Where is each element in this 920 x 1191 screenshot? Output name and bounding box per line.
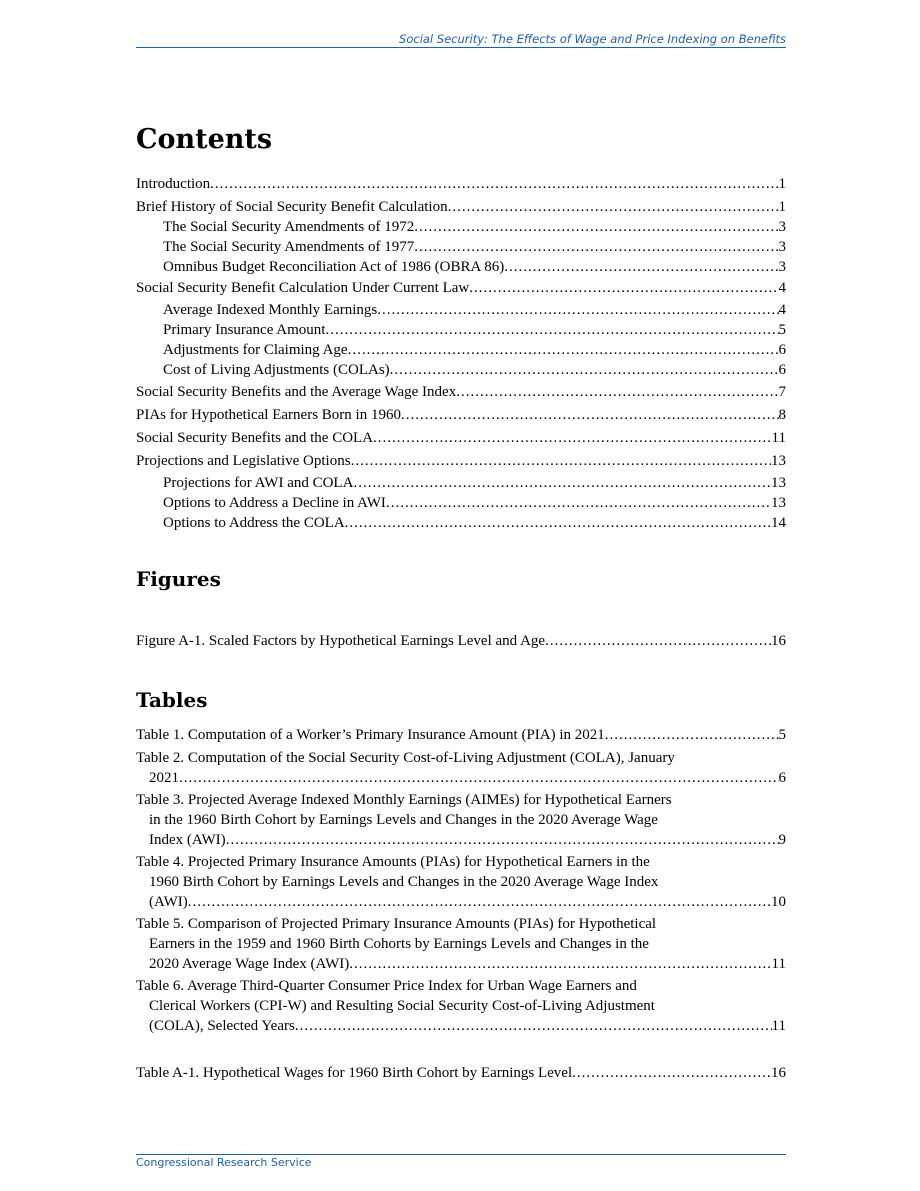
table-entry[interactable]: Table 1. Computation of a Worker’s Primary Insurance Amount (PIA) in 2021 ..... 5 (136, 725, 786, 745)
figures-title: Figures (136, 567, 221, 591)
toc-entry[interactable]: Average Indexed Monthly Earnings ..... 4 (136, 300, 786, 320)
appendix-tables-list (136, 1063, 786, 1083)
toc-entry[interactable]: Social Security Benefits and the Average Wage Index ..... 7 (136, 382, 786, 402)
footer-rule (136, 1154, 786, 1155)
toc-entry[interactable]: The Social Security Amendments of 1977 ..... 3 (136, 237, 786, 257)
toc-entry[interactable]: Introduction ..... 1 (136, 174, 786, 194)
toc-entry[interactable]: Options to Address the COLA ..... 14 (136, 513, 786, 533)
toc-entry[interactable]: Projections and Legislative Options ..... 13 (136, 451, 786, 471)
footer-text: Congressional Research Service (136, 1156, 312, 1169)
table-entry[interactable]: Table 5. Comparison of Projected Primary Insurance Amounts (PIAs) for Hypothetical Earners in the 1959 and 1960 Birth Cohorts by Earnings Levels and Changes in the 2020 Average Wage Index (AWI) ..... 11 (136, 914, 786, 974)
toc-entry[interactable]: Cost of Living Adjustments (COLAs) ..... 6 (136, 360, 786, 380)
toc-entry[interactable]: Social Security Benefit Calculation Under Current Law ..... 4 (136, 278, 786, 298)
table-entry[interactable]: Table 4. Projected Primary Insurance Amounts (PIAs) for Hypothetical Earners in the 1960 Birth Cohort by Earnings Levels and Changes in the 2020 Average Wage Index (AWI) ..... 10 (136, 852, 786, 912)
contents-list (136, 174, 786, 533)
toc-entry[interactable]: Brief History of Social Security Benefit Calculation ..... 1 (136, 197, 786, 217)
toc-entry[interactable]: Options to Address a Decline in AWI ..... 13 (136, 493, 786, 513)
tables-title: Tables (136, 688, 208, 712)
tables-list (136, 725, 786, 1036)
figure-entry[interactable]: Figure A-1. Scaled Factors by Hypothetical Earnings Level and Age ..... 16 (136, 631, 786, 651)
table-entry[interactable]: Table A-1. Hypothetical Wages for 1960 Birth Cohort by Earnings Level ..... 16 (136, 1063, 786, 1083)
toc-entry[interactable]: Primary Insurance Amount ..... 5 (136, 320, 786, 340)
contents-title: Contents (136, 124, 273, 155)
toc-entry[interactable]: Adjustments for Claiming Age ..... 6 (136, 340, 786, 360)
toc-entry[interactable]: The Social Security Amendments of 1972 ..... 3 (136, 217, 786, 237)
toc-entry[interactable]: Social Security Benefits and the COLA ..... 11 (136, 428, 786, 448)
toc-entry[interactable]: Projections for AWI and COLA ..... 13 (136, 473, 786, 493)
table-entry[interactable]: Table 6. Average Third-Quarter Consumer Price Index for Urban Wage Earners and Clerical Workers (CPI-W) and Resulting Social Security Cost-of-Living Adjustment (COLA), Selected Years ..... 11 (136, 976, 786, 1036)
table-entry[interactable]: Table 2. Computation of the Social Security Cost-of-Living Adjustment (COLA), January 2021 ..... 6 (136, 748, 786, 788)
running-header: Social Security: The Effects of Wage and Price Indexing on Benefits (136, 32, 786, 48)
toc-entry[interactable]: Omnibus Budget Reconciliation Act of 1986 (OBRA 86) ..... 3 (136, 257, 786, 277)
figures-list (136, 631, 786, 651)
toc-entry[interactable]: PIAs for Hypothetical Earners Born in 1960 ..... 8 (136, 405, 786, 425)
table-entry[interactable]: Table 3. Projected Average Indexed Monthly Earnings (AIMEs) for Hypothetical Earners in the 1960 Birth Cohort by Earnings Levels and Changes in the 2020 Average Wage Index (AWI) ..... 9 (136, 790, 786, 850)
